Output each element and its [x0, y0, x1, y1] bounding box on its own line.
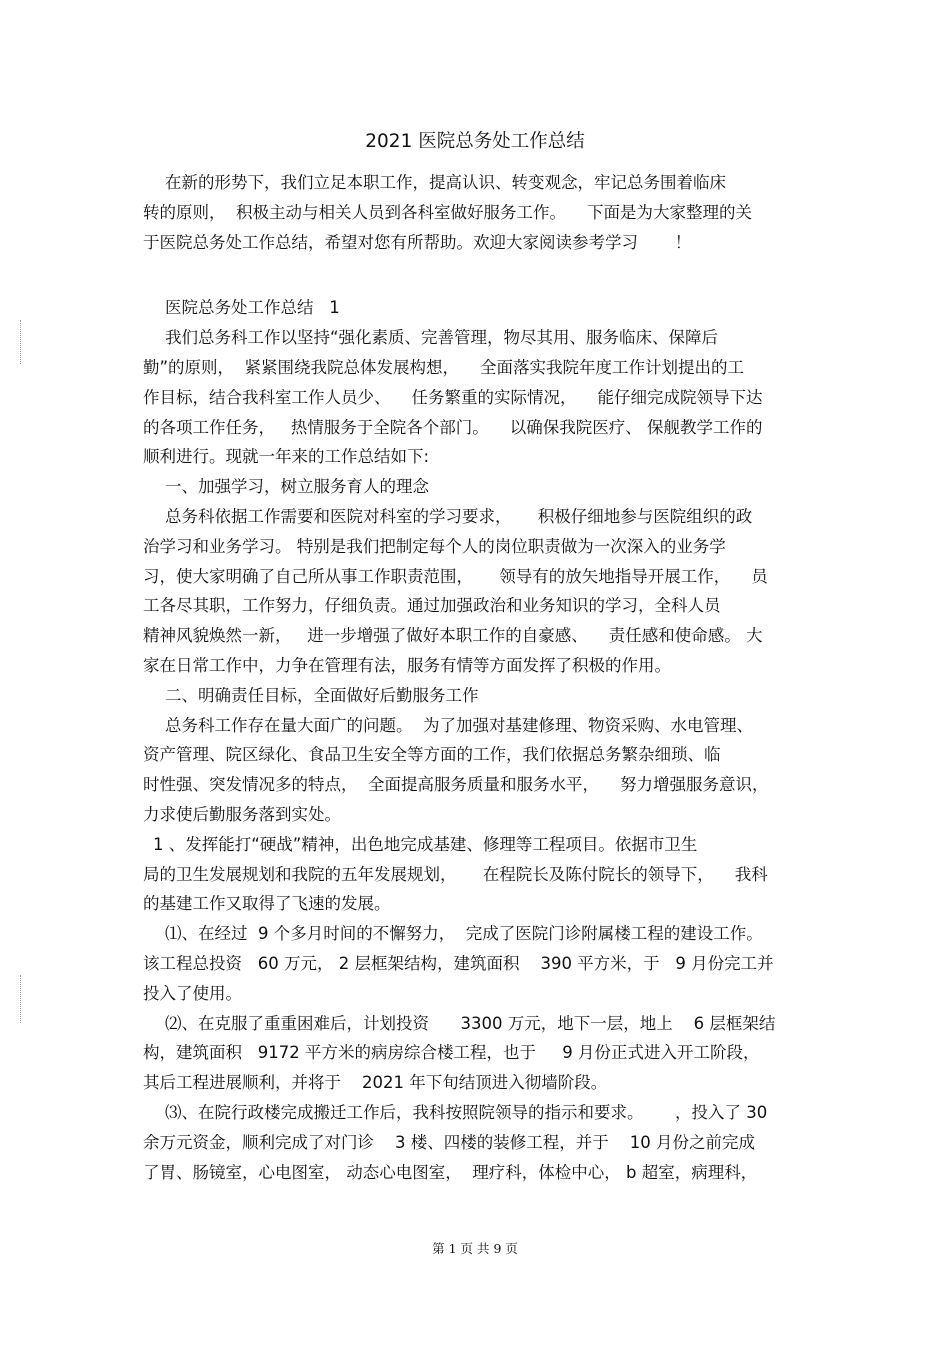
paragraph-line: 总务科工作存在量大面广的问题。 为了加强对基建修理、物资采购、水电管理、	[165, 715, 753, 735]
left-margin-mark-top	[20, 320, 22, 364]
paragraph-line: 治学习和业务学习。 特别是我们把制定每个人的岗位职责做为一次深入的业务学	[143, 536, 726, 556]
paragraph-line: 了胃、肠镜室，心电图室， 动态心电图室， 理疗科，体检中心， b 超室，病理科，	[143, 1162, 758, 1182]
sub-item-2: ⑵、在克服了重重困难后，计划投资 3300 万元，地下一层，地上 6 层框架结	[165, 1013, 776, 1033]
document-body	[143, 168, 808, 1187]
section-heading-one: 一、加强学习，树立服务育人的理念	[165, 477, 429, 497]
paragraph-line: 的基建工作又取得了飞速的发展。	[143, 894, 391, 914]
paragraph-line: 构，建筑面积 9172 平方米的病房综合楼工程，也于 9 月份正式进入开工阶段，	[143, 1043, 760, 1063]
paragraph-line: 该工程总投资 60 万元， 2 层框架结构，建筑面积 390 平方米，于 9 月份完工并	[143, 953, 774, 973]
page-footer: 第 1 页 共 9 页	[432, 1241, 518, 1256]
sub-item-3: ⑶、在院行政楼完成搬迁工作后，我科按照院领导的指示和要求。 ，投入了 30	[165, 1102, 768, 1122]
left-margin-mark-bottom	[20, 975, 22, 1023]
paragraph-line: 投入了使用。	[143, 983, 242, 1003]
paragraph-line: 顺利进行。现就一年来的工作总结如下:	[143, 447, 430, 467]
paragraph-line: 其后工程进展顺利，并将于 2021 年下旬结顶进入彻墙阶段。	[143, 1073, 608, 1093]
paragraph-line: 总务科依据工作需要和医院对科室的学习要求， 积极仔细地参与医院组织的政	[165, 506, 753, 526]
paragraph-line: 勤”的原则， 紧紧围绕我院总体发展构想， 全面落实我院年度工作计划提出的工	[143, 357, 745, 377]
section-heading-1: 医院总务处工作总结 1	[165, 298, 340, 318]
paragraph-line: 于医院总务处工作总结，希望对您有所帮助。欢迎大家阅读参考学习 ！	[143, 232, 692, 252]
paragraph-line: 资产管理、院区绿化、食品卫生安全等方面的工作，我们依据总务繁杂细琐、临	[143, 745, 721, 765]
paragraph-line: 转的原则， 积极主动与相关人员到各科室做好服务工作。 下面是为大家整理的关	[143, 202, 752, 222]
paragraph-line: 在新的形势下，我们立足本职工作，提高认识、转变观念，牢记总务围着临床	[165, 173, 726, 192]
paragraph-line: 局的卫生发展规划和我院的五年发展规划， 在程院长及陈付院长的领导下， 我科	[143, 864, 768, 884]
list-item-1: 1 、发挥能打“硬战”精神，出色地完成基建、修理等工程项目。依据市卫生	[153, 834, 698, 854]
paragraph-line: 作目标，结合我科室工作人员少、 任务繁重的实际情况， 能仔细完成院领导下达	[143, 387, 763, 407]
document-title: 2021 医院总务处工作总结	[365, 131, 585, 152]
paragraph-line: 习，使大家明确了自己所从事工作职责范围， 领导有的放矢地指导开展工作， 员	[143, 566, 768, 586]
sub-item-1: ⑴、在经过 9 个多月时间的不懈努力， 完成了医院门诊附属楼工程的建设工作。	[165, 924, 763, 944]
paragraph-line: 工各尽其职，工作努力，仔细负责。通过加强政治和业务知识的学习，全科人员	[143, 596, 721, 616]
paragraph-line: 时性强、突发情况多的特点， 全面提高服务质量和服务水平， 努力增强服务意识，	[143, 775, 769, 795]
paragraph-line: 家在日常工作中，力争在管理有法，服务有情等方面发挥了积极的作用。	[143, 655, 671, 675]
paragraph-line: 力求使后勤服务落到实处。	[143, 804, 341, 824]
paragraph-line: 余万元资金，顺利完成了对门诊 3 楼、四楼的装修工程，并于 10 月份之前完成	[143, 1132, 755, 1152]
paragraph-line: 精神风貌焕然一新， 进一步增强了做好本职工作的自豪感、 责任感和使命感。 大	[143, 626, 763, 646]
section-heading-two: 二、明确责任目标，全面做好后勤服务工作	[165, 685, 479, 705]
paragraph-line: 我们总务科工作以坚持“强化素质、完善管理，物尽其用、服务临床、保障后	[165, 328, 719, 348]
blank-line	[143, 257, 808, 293]
paragraph-line: 的各项工作任务， 热情服务于全院各个部门。 以确保我院医疗、 保舰教学工作的	[143, 417, 763, 437]
